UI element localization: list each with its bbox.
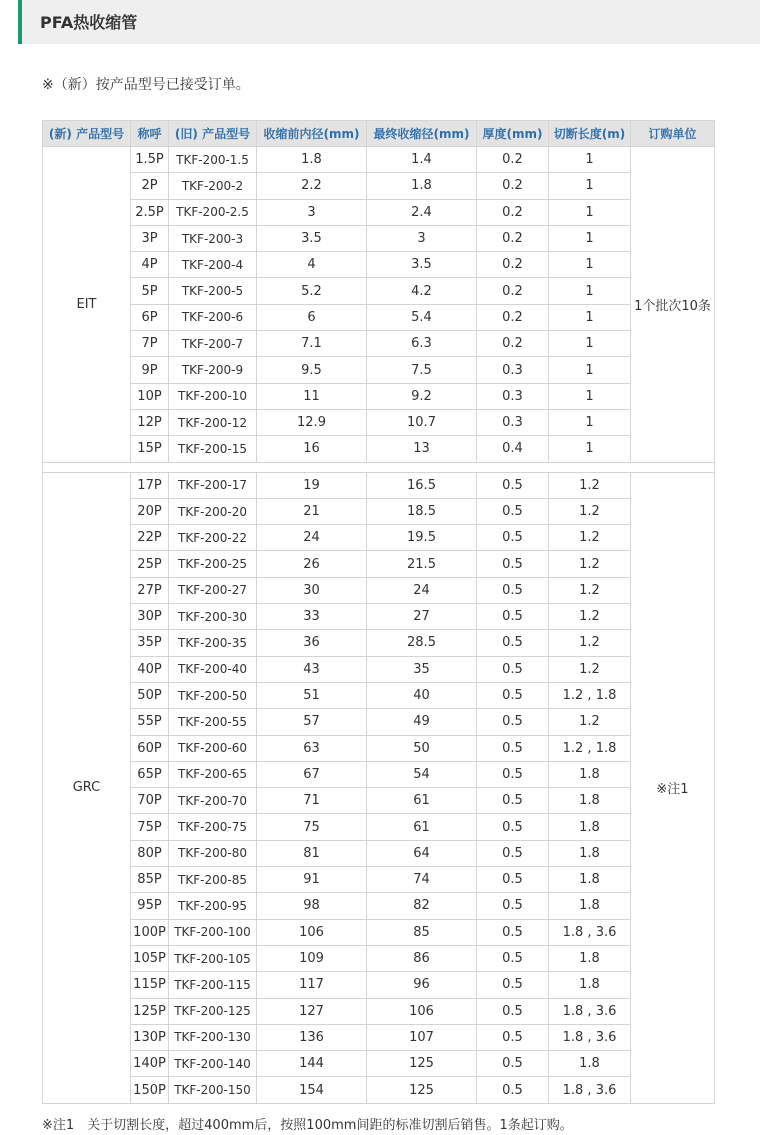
cut-length-cell: 1	[549, 436, 631, 462]
size-cell: 65P	[131, 761, 169, 787]
size-cell: 80P	[131, 840, 169, 866]
table-row	[43, 998, 715, 1024]
old-model-cell: TKF-200-50	[169, 682, 257, 708]
shrunk-diameter-cell: 85	[367, 919, 477, 945]
shrunk-diameter-cell: 82	[367, 893, 477, 919]
table-row	[43, 630, 715, 656]
table-row	[43, 409, 715, 435]
thickness-cell: 0.5	[477, 577, 549, 603]
thickness-cell: 0.2	[477, 252, 549, 278]
cut-length-cell: 1.2	[549, 577, 631, 603]
size-cell: 125P	[131, 998, 169, 1024]
shrunk-diameter-cell: 28.5	[367, 630, 477, 656]
column-header: (新) 产品型号	[43, 121, 131, 147]
table-row	[43, 199, 715, 225]
cut-length-cell: 1.8	[549, 1051, 631, 1077]
cut-length-cell: 1.8	[549, 814, 631, 840]
inner-diameter-cell: 67	[257, 761, 367, 787]
thickness-cell: 0.5	[477, 814, 549, 840]
cut-length-cell: 1	[549, 304, 631, 330]
table-header-row	[43, 121, 715, 147]
inner-diameter-cell: 30	[257, 577, 367, 603]
thickness-cell: 0.5	[477, 472, 549, 498]
cut-length-cell: 1.8	[549, 972, 631, 998]
inner-diameter-cell: 16	[257, 436, 367, 462]
inner-diameter-cell: 81	[257, 840, 367, 866]
shrunk-diameter-cell: 21.5	[367, 551, 477, 577]
shrunk-diameter-cell: 86	[367, 945, 477, 971]
old-model-cell: TKF-200-17	[169, 472, 257, 498]
cut-length-cell: 1.8	[549, 867, 631, 893]
old-model-cell: TKF-200-60	[169, 735, 257, 761]
column-header: (旧) 产品型号	[169, 121, 257, 147]
thickness-cell: 0.5	[477, 735, 549, 761]
size-cell: 115P	[131, 972, 169, 998]
old-model-cell: TKF-200-22	[169, 525, 257, 551]
inner-diameter-cell: 51	[257, 682, 367, 708]
thickness-cell: 0.2	[477, 331, 549, 357]
size-cell: 6P	[131, 304, 169, 330]
inner-diameter-cell: 154	[257, 1077, 367, 1103]
size-cell: 40P	[131, 656, 169, 682]
size-cell: 5P	[131, 278, 169, 304]
table-row	[43, 1024, 715, 1050]
thickness-cell: 0.3	[477, 357, 549, 383]
old-model-cell: TKF-200-2	[169, 173, 257, 199]
old-model-cell: TKF-200-70	[169, 788, 257, 814]
shrunk-diameter-cell: 74	[367, 867, 477, 893]
old-model-cell: TKF-200-10	[169, 383, 257, 409]
inner-diameter-cell: 109	[257, 945, 367, 971]
inner-diameter-cell: 43	[257, 656, 367, 682]
inner-diameter-cell: 1.8	[257, 147, 367, 173]
shrunk-diameter-cell: 50	[367, 735, 477, 761]
cut-length-cell: 1.8	[549, 893, 631, 919]
inner-diameter-cell: 57	[257, 709, 367, 735]
size-cell: 75P	[131, 814, 169, 840]
old-model-cell: TKF-200-40	[169, 656, 257, 682]
old-model-cell: TKF-200-6	[169, 304, 257, 330]
shrunk-diameter-cell: 16.5	[367, 472, 477, 498]
shrunk-diameter-cell: 64	[367, 840, 477, 866]
old-model-cell: TKF-200-2.5	[169, 199, 257, 225]
cut-length-cell: 1.2	[549, 656, 631, 682]
cut-length-cell: 1.8 , 3.6	[549, 1024, 631, 1050]
inner-diameter-cell: 7.1	[257, 331, 367, 357]
old-model-cell: TKF-200-65	[169, 761, 257, 787]
thickness-cell: 0.3	[477, 383, 549, 409]
thickness-cell: 0.5	[477, 656, 549, 682]
thickness-cell: 0.5	[477, 551, 549, 577]
shrunk-diameter-cell: 5.4	[367, 304, 477, 330]
old-model-cell: TKF-200-130	[169, 1024, 257, 1050]
size-cell: 95P	[131, 893, 169, 919]
thickness-cell: 0.5	[477, 761, 549, 787]
size-cell: 70P	[131, 788, 169, 814]
table-row	[43, 436, 715, 462]
table-row	[43, 972, 715, 998]
thickness-cell: 0.2	[477, 173, 549, 199]
cut-length-cell: 1.8	[549, 788, 631, 814]
shrunk-diameter-cell: 54	[367, 761, 477, 787]
size-cell: 140P	[131, 1051, 169, 1077]
column-header: 切断长度(m)	[549, 121, 631, 147]
size-cell: 60P	[131, 735, 169, 761]
shrunk-diameter-cell: 18.5	[367, 498, 477, 524]
table-row	[43, 147, 715, 173]
table-row	[43, 383, 715, 409]
cut-length-cell: 1.2 , 1.8	[549, 735, 631, 761]
inner-diameter-cell: 21	[257, 498, 367, 524]
table-row	[43, 173, 715, 199]
old-model-cell: TKF-200-15	[169, 436, 257, 462]
inner-diameter-cell: 127	[257, 998, 367, 1024]
inner-diameter-cell: 19	[257, 472, 367, 498]
cut-length-cell: 1	[549, 225, 631, 251]
size-cell: 2.5P	[131, 199, 169, 225]
thickness-cell: 0.5	[477, 604, 549, 630]
table-row	[43, 331, 715, 357]
size-cell: 55P	[131, 709, 169, 735]
old-model-cell: TKF-200-95	[169, 893, 257, 919]
cut-length-cell: 1	[549, 331, 631, 357]
table-row	[43, 472, 715, 498]
inner-diameter-cell: 136	[257, 1024, 367, 1050]
cut-length-cell: 1	[549, 252, 631, 278]
shrunk-diameter-cell: 7.5	[367, 357, 477, 383]
size-cell: 27P	[131, 577, 169, 603]
thickness-cell: 0.5	[477, 1051, 549, 1077]
column-header: 厚度(mm)	[477, 121, 549, 147]
column-header: 订购单位	[631, 121, 715, 147]
order-unit-cell: ※注1	[631, 472, 715, 1103]
cut-length-cell: 1.8 , 3.6	[549, 1077, 631, 1103]
cut-length-cell: 1	[549, 357, 631, 383]
table-body	[43, 147, 715, 1104]
table-row	[43, 577, 715, 603]
thickness-cell: 0.5	[477, 525, 549, 551]
cut-length-cell: 1.8 , 3.6	[549, 998, 631, 1024]
shrunk-diameter-cell: 3.5	[367, 252, 477, 278]
cut-length-cell: 1.8	[549, 761, 631, 787]
old-model-cell: TKF-200-55	[169, 709, 257, 735]
shrunk-diameter-cell: 40	[367, 682, 477, 708]
thickness-cell: 0.2	[477, 199, 549, 225]
table-row	[43, 551, 715, 577]
inner-diameter-cell: 36	[257, 630, 367, 656]
size-cell: 25P	[131, 551, 169, 577]
old-model-cell: TKF-200-150	[169, 1077, 257, 1103]
section-header	[18, 0, 760, 44]
inner-diameter-cell: 106	[257, 919, 367, 945]
cut-length-cell: 1.8 , 3.6	[549, 919, 631, 945]
thickness-cell: 0.5	[477, 1077, 549, 1103]
thickness-cell: 0.5	[477, 893, 549, 919]
thickness-cell: 0.5	[477, 630, 549, 656]
footnote: ※注1 关于切割长度，超过400mm后，按照100mm间距的标准切割后销售。1条起订购。	[42, 1118, 573, 1133]
table-row	[43, 893, 715, 919]
table-row	[43, 604, 715, 630]
shrunk-diameter-cell: 49	[367, 709, 477, 735]
shrunk-diameter-cell: 1.4	[367, 147, 477, 173]
inner-diameter-cell: 75	[257, 814, 367, 840]
thickness-cell: 0.2	[477, 225, 549, 251]
size-cell: 130P	[131, 1024, 169, 1050]
thickness-cell: 0.5	[477, 998, 549, 1024]
shrunk-diameter-cell: 125	[367, 1051, 477, 1077]
shrunk-diameter-cell: 9.2	[367, 383, 477, 409]
table-row	[43, 525, 715, 551]
table-row	[43, 304, 715, 330]
old-model-cell: TKF-200-75	[169, 814, 257, 840]
old-model-cell: TKF-200-3	[169, 225, 257, 251]
thickness-cell: 0.5	[477, 788, 549, 814]
thickness-cell: 0.5	[477, 1024, 549, 1050]
old-model-cell: TKF-200-115	[169, 972, 257, 998]
new-model-cell: EIT	[43, 147, 131, 463]
table-row	[43, 761, 715, 787]
column-header: 最终收缩径(mm)	[367, 121, 477, 147]
thickness-cell: 0.5	[477, 840, 549, 866]
old-model-cell: TKF-200-100	[169, 919, 257, 945]
inner-diameter-cell: 71	[257, 788, 367, 814]
table-row	[43, 709, 715, 735]
old-model-cell: TKF-200-9	[169, 357, 257, 383]
cut-length-cell: 1.2	[549, 604, 631, 630]
thickness-cell: 0.5	[477, 498, 549, 524]
cut-length-cell: 1.2	[549, 630, 631, 656]
separator-cell	[43, 462, 715, 472]
thickness-cell: 0.2	[477, 304, 549, 330]
shrunk-diameter-cell: 3	[367, 225, 477, 251]
old-model-cell: TKF-200-125	[169, 998, 257, 1024]
table-row	[43, 788, 715, 814]
inner-diameter-cell: 33	[257, 604, 367, 630]
shrunk-diameter-cell: 27	[367, 604, 477, 630]
inner-diameter-cell: 24	[257, 525, 367, 551]
table-row	[43, 278, 715, 304]
table-row	[43, 814, 715, 840]
old-model-cell: TKF-200-85	[169, 867, 257, 893]
old-model-cell: TKF-200-30	[169, 604, 257, 630]
inner-diameter-cell: 4	[257, 252, 367, 278]
size-cell: 22P	[131, 525, 169, 551]
old-model-cell: TKF-200-1.5	[169, 147, 257, 173]
cut-length-cell: 1	[549, 147, 631, 173]
shrunk-diameter-cell: 125	[367, 1077, 477, 1103]
size-cell: 20P	[131, 498, 169, 524]
inner-diameter-cell: 117	[257, 972, 367, 998]
cut-length-cell: 1	[549, 278, 631, 304]
inner-diameter-cell: 144	[257, 1051, 367, 1077]
old-model-cell: TKF-200-35	[169, 630, 257, 656]
cut-length-cell: 1.2 , 1.8	[549, 682, 631, 708]
table-row	[43, 682, 715, 708]
shrunk-diameter-cell: 24	[367, 577, 477, 603]
size-cell: 35P	[131, 630, 169, 656]
thickness-cell: 0.5	[477, 867, 549, 893]
old-model-cell: TKF-200-140	[169, 1051, 257, 1077]
column-header: 收缩前内径(mm)	[257, 121, 367, 147]
inner-diameter-cell: 12.9	[257, 409, 367, 435]
cut-length-cell: 1	[549, 199, 631, 225]
size-cell: 30P	[131, 604, 169, 630]
table-row	[43, 840, 715, 866]
shrunk-diameter-cell: 1.8	[367, 173, 477, 199]
old-model-cell: TKF-200-12	[169, 409, 257, 435]
inner-diameter-cell: 91	[257, 867, 367, 893]
old-model-cell: TKF-200-105	[169, 945, 257, 971]
old-model-cell: TKF-200-80	[169, 840, 257, 866]
table-row	[43, 357, 715, 383]
old-model-cell: TKF-200-20	[169, 498, 257, 524]
spec-table	[42, 120, 715, 1104]
inner-diameter-cell: 26	[257, 551, 367, 577]
group-separator	[43, 462, 715, 472]
inner-diameter-cell: 2.2	[257, 173, 367, 199]
table-row	[43, 656, 715, 682]
shrunk-diameter-cell: 2.4	[367, 199, 477, 225]
size-cell: 7P	[131, 331, 169, 357]
thickness-cell: 0.5	[477, 945, 549, 971]
table-row	[43, 735, 715, 761]
shrunk-diameter-cell: 106	[367, 998, 477, 1024]
thickness-cell: 0.2	[477, 278, 549, 304]
cut-length-cell: 1.2	[549, 525, 631, 551]
thickness-cell: 0.5	[477, 682, 549, 708]
size-cell: 1.5P	[131, 147, 169, 173]
table-row	[43, 945, 715, 971]
size-cell: 4P	[131, 252, 169, 278]
table-row	[43, 867, 715, 893]
inner-diameter-cell: 3	[257, 199, 367, 225]
size-cell: 15P	[131, 436, 169, 462]
page-title: PFA热收缩管	[40, 13, 138, 32]
size-cell: 10P	[131, 383, 169, 409]
table-row	[43, 919, 715, 945]
size-cell: 150P	[131, 1077, 169, 1103]
size-cell: 85P	[131, 867, 169, 893]
table-row	[43, 1077, 715, 1103]
old-model-cell: TKF-200-7	[169, 331, 257, 357]
inner-diameter-cell: 9.5	[257, 357, 367, 383]
old-model-cell: TKF-200-25	[169, 551, 257, 577]
table-row	[43, 498, 715, 524]
inner-diameter-cell: 3.5	[257, 225, 367, 251]
shrunk-diameter-cell: 107	[367, 1024, 477, 1050]
shrunk-diameter-cell: 61	[367, 814, 477, 840]
cut-length-cell: 1.2	[549, 472, 631, 498]
size-cell: 100P	[131, 919, 169, 945]
table-row	[43, 225, 715, 251]
inner-diameter-cell: 6	[257, 304, 367, 330]
order-unit-cell: 1个批次10条	[631, 147, 715, 463]
shrunk-diameter-cell: 10.7	[367, 409, 477, 435]
size-cell: 2P	[131, 173, 169, 199]
inner-diameter-cell: 5.2	[257, 278, 367, 304]
size-cell: 3P	[131, 225, 169, 251]
shrunk-diameter-cell: 96	[367, 972, 477, 998]
order-notice: ※（新）按产品型号已接受订单。	[42, 77, 250, 93]
shrunk-diameter-cell: 13	[367, 436, 477, 462]
thickness-cell: 0.4	[477, 436, 549, 462]
cut-length-cell: 1.8	[549, 945, 631, 971]
shrunk-diameter-cell: 61	[367, 788, 477, 814]
old-model-cell: TKF-200-4	[169, 252, 257, 278]
cut-length-cell: 1.2	[549, 498, 631, 524]
shrunk-diameter-cell: 35	[367, 656, 477, 682]
cut-length-cell: 1.8	[549, 840, 631, 866]
thickness-cell: 0.5	[477, 709, 549, 735]
new-model-cell: GRC	[43, 472, 131, 1103]
cut-length-cell: 1	[549, 173, 631, 199]
shrunk-diameter-cell: 19.5	[367, 525, 477, 551]
cut-length-cell: 1.2	[549, 709, 631, 735]
cut-length-cell: 1	[549, 383, 631, 409]
shrunk-diameter-cell: 6.3	[367, 331, 477, 357]
cut-length-cell: 1	[549, 409, 631, 435]
inner-diameter-cell: 63	[257, 735, 367, 761]
column-header: 称呼	[131, 121, 169, 147]
table-row	[43, 252, 715, 278]
inner-diameter-cell: 98	[257, 893, 367, 919]
cut-length-cell: 1.2	[549, 551, 631, 577]
table-row	[43, 1051, 715, 1077]
shrunk-diameter-cell: 4.2	[367, 278, 477, 304]
thickness-cell: 0.5	[477, 919, 549, 945]
thickness-cell: 0.5	[477, 972, 549, 998]
size-cell: 17P	[131, 472, 169, 498]
old-model-cell: TKF-200-27	[169, 577, 257, 603]
size-cell: 50P	[131, 682, 169, 708]
thickness-cell: 0.3	[477, 409, 549, 435]
size-cell: 12P	[131, 409, 169, 435]
size-cell: 9P	[131, 357, 169, 383]
size-cell: 105P	[131, 945, 169, 971]
old-model-cell: TKF-200-5	[169, 278, 257, 304]
thickness-cell: 0.2	[477, 147, 549, 173]
inner-diameter-cell: 11	[257, 383, 367, 409]
